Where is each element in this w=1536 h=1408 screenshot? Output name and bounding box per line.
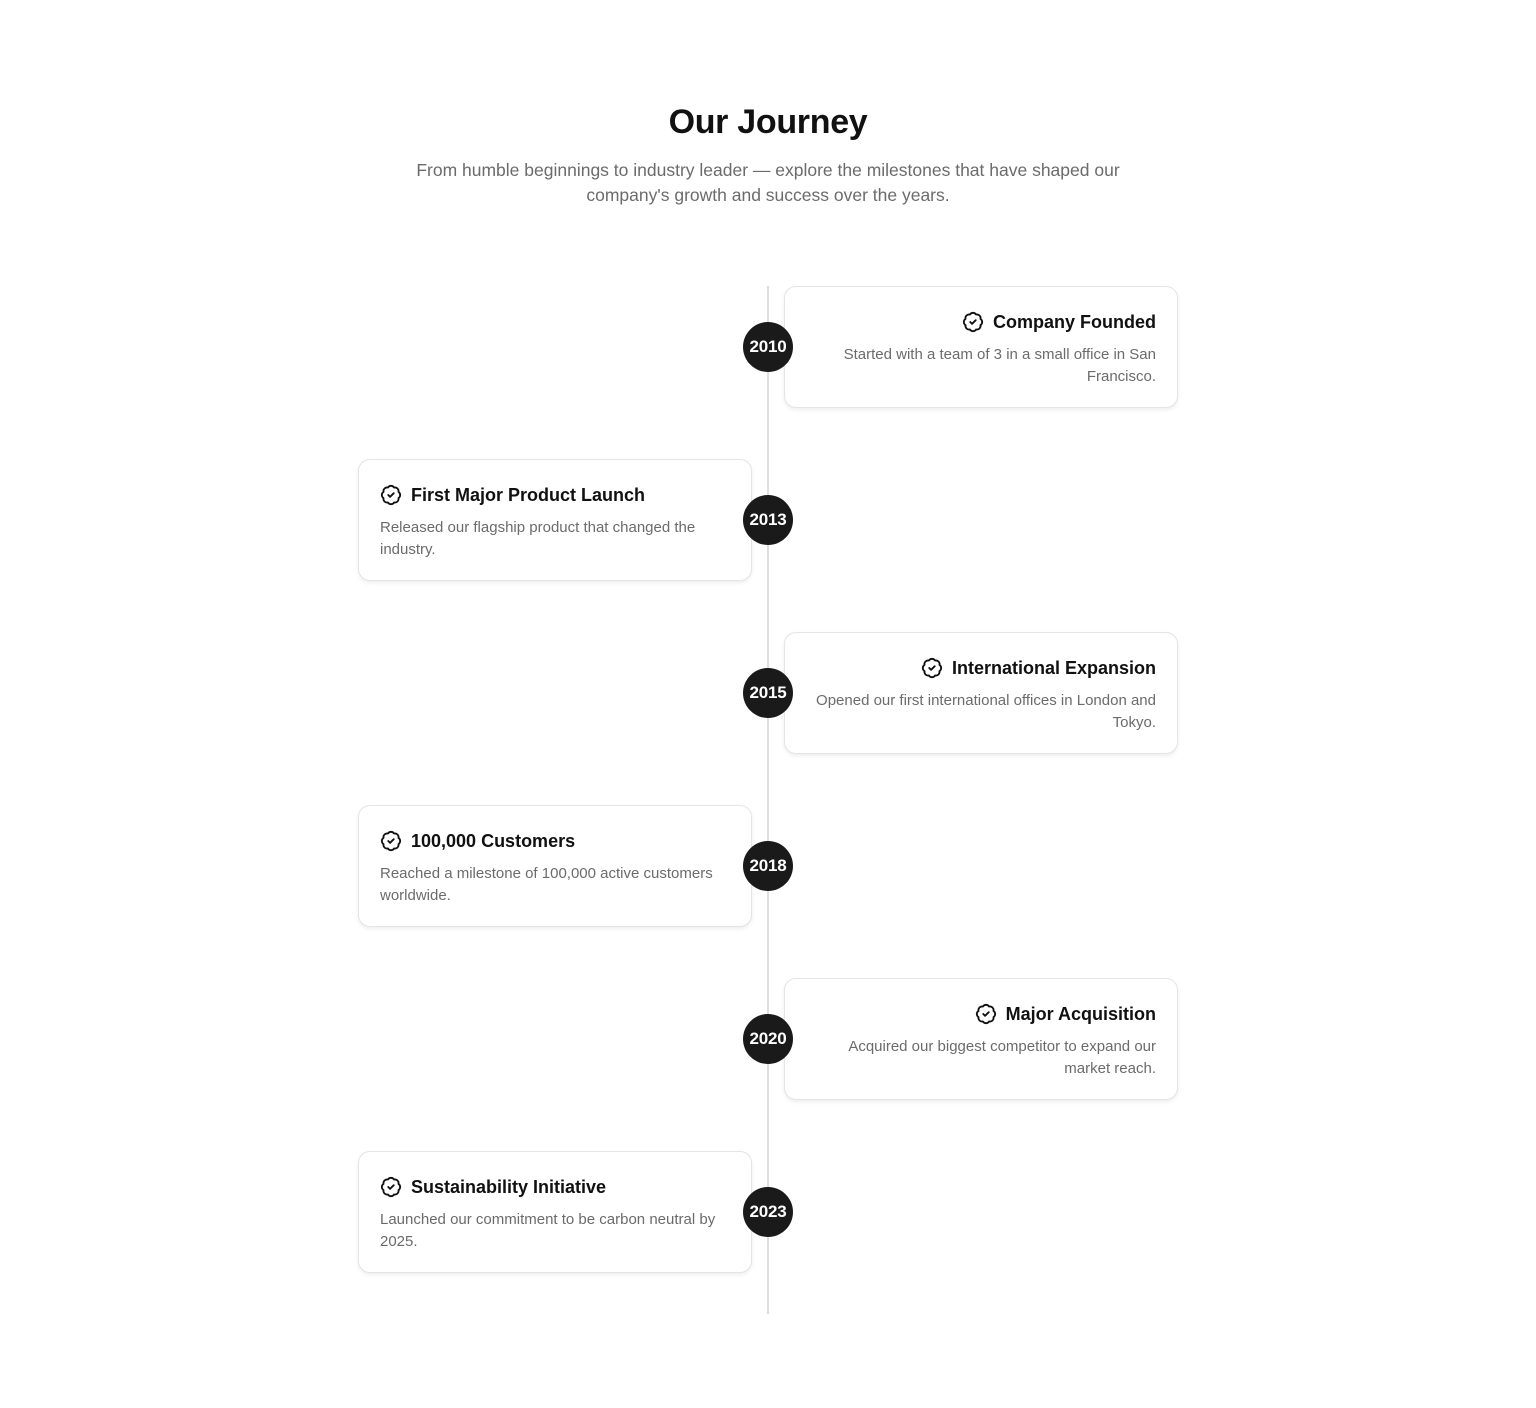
milestone-2013 — [0, 459, 1536, 581]
milestone-card — [358, 1151, 752, 1273]
year-badge: 2020 — [743, 1014, 793, 1064]
milestone-card — [358, 805, 752, 927]
milestone-2010 — [0, 286, 1536, 408]
milestone-card-header — [806, 1001, 1156, 1027]
milestone-title: Sustainability Initiative — [411, 1176, 607, 1197]
milestone-description: Acquired our biggest competitor to expand our market reach. — [848, 1038, 1156, 1077]
milestone-description: Started with a team of 3 in a small office in San Francisco. — [843, 346, 1156, 385]
badge-check-icon — [921, 657, 943, 679]
milestone-title: 100,000 Customers — [411, 830, 576, 851]
year-badge: 2015 — [743, 668, 793, 718]
milestone-description: Released our flagship product that changed the industry. — [380, 519, 696, 558]
page-subtitle: From humble beginnings to industry leader — explore the milestones that have shaped our company's growth and success over the years. — [416, 160, 1120, 205]
badge-check-icon — [380, 830, 402, 852]
milestone-description: Launched our commitment to be carbon neutral by 2025. — [380, 1211, 716, 1250]
milestone-description: Opened our first international offices in London and Tokyo. — [816, 692, 1156, 731]
timeline-header — [0, 100, 1536, 208]
milestone-2015 — [0, 632, 1536, 754]
badge-check-icon — [962, 311, 984, 333]
milestone-card-header — [380, 828, 730, 854]
milestone-title: Company Founded — [993, 311, 1156, 332]
year-badge: 2013 — [743, 495, 793, 545]
milestone-card-header — [380, 482, 730, 508]
milestone-2020 — [0, 978, 1536, 1100]
milestone-card-header — [380, 1174, 730, 1200]
badge-check-icon — [975, 1003, 997, 1025]
milestone-2018 — [0, 805, 1536, 927]
milestone-card-header — [806, 309, 1156, 335]
milestone-title: Major Acquisition — [1005, 1003, 1156, 1024]
milestone-card — [784, 286, 1178, 408]
badge-check-icon — [380, 1176, 402, 1198]
milestone-description: Reached a milestone of 100,000 active customers worldwide. — [380, 865, 713, 904]
year-badge: 2023 — [743, 1187, 793, 1237]
milestone-card — [784, 978, 1178, 1100]
timeline — [0, 286, 1536, 1314]
year-badge: 2018 — [743, 841, 793, 891]
milestone-card — [784, 632, 1178, 754]
badge-check-icon — [380, 484, 402, 506]
milestone-title: International Expansion — [951, 657, 1156, 678]
year-badge: 2010 — [743, 322, 793, 372]
milestone-title: First Major Product Launch — [411, 484, 646, 505]
milestone-card-header — [806, 655, 1156, 681]
page-title: Our Journey — [668, 103, 868, 141]
milestone-2023 — [0, 1151, 1536, 1273]
milestone-card — [358, 459, 752, 581]
